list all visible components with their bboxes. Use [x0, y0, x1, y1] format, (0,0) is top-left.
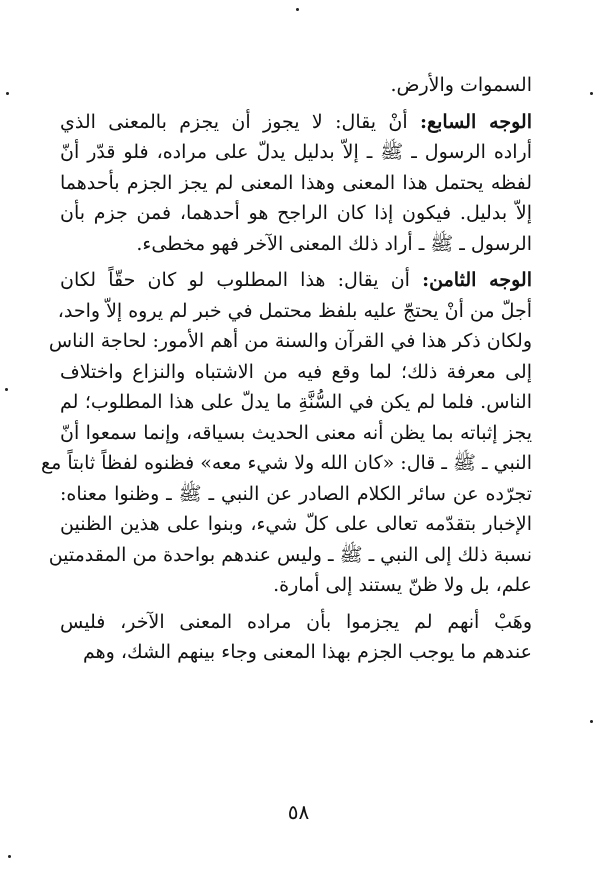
- text-line: [60, 607, 532, 638]
- line-text: علم، بل ولا ظنّ يستند إلى أمارة.: [273, 574, 532, 596]
- scan-speck: [6, 92, 9, 95]
- line-text: يجز إثباته بما يظن أنه معنى الحديث بسياقه، وإنما سمعوا أنّ: [60, 421, 532, 444]
- line-text: إلى معرفة ذلك؛ لما وقع فيه من الاشتباه والنزاع واختلاف: [60, 360, 532, 383]
- text-line: [48, 540, 532, 571]
- text-line: [60, 137, 532, 168]
- text-line: [60, 70, 532, 101]
- line-text: إلاّ بدليل. فيكون إذا كان الراجح هو أحدهما، فمن جزم بأن: [60, 202, 532, 224]
- scan-speck: [590, 92, 593, 95]
- text-line: [60, 479, 532, 510]
- line-text: الناس. فلما لم يكن في السُّنَّةِ ما يدلّ على هذا المطلوب؛ لم: [60, 391, 532, 413]
- paragraph: [60, 70, 532, 101]
- text-line: [60, 418, 532, 449]
- section-heading: الوجه السابع:: [420, 110, 532, 133]
- text-line: [60, 637, 532, 668]
- page-number: ٥٨: [287, 800, 310, 824]
- text-line: [60, 107, 532, 138]
- text-line: [60, 357, 532, 388]
- scan-speck: [590, 720, 593, 723]
- text-line: [41, 448, 532, 479]
- line-text: أنْ يقال: لا يجوز أن يجزم بالمعنى الذي: [60, 110, 421, 133]
- text-line: [57, 296, 532, 327]
- text-line: [60, 509, 532, 540]
- text-line: [60, 570, 532, 601]
- line-text: نسبة ذلك إلى النبي ـ ﷺ ـ وليس عندهم بواحدة من المقدمتين: [48, 543, 532, 566]
- scan-speck: [296, 8, 299, 11]
- paragraph: [60, 107, 532, 260]
- page-body: [41, 70, 532, 668]
- line-text: السموات والأرض.: [390, 74, 532, 96]
- text-line: [60, 198, 532, 229]
- text-line: [60, 168, 532, 199]
- line-text: الرسول ـ ﷺ ـ أراد ذلك المعنى الآخر فهو مخطىء.: [136, 232, 532, 255]
- scan-speck: [8, 855, 11, 858]
- text-line: [60, 265, 532, 296]
- line-text: أن يقال: هذا المطلوب لو كان حقّاً لكان: [60, 269, 423, 291]
- line-text: لفظه يحتمل هذا المعنى وهذا المعنى لم يجز الجزم بأحدهما: [60, 171, 532, 194]
- line-text: عندهم ما يوجب الجزم بهذا المعنى وجاء بينهم الشك، وهم: [82, 641, 532, 663]
- text-line: [48, 326, 532, 357]
- line-text: الإخبار بتقدّمه تعالى على كلّ شيء، وبنوا على هذين الظنين: [60, 513, 532, 535]
- text-line: [60, 387, 532, 418]
- paragraph: [41, 265, 532, 601]
- text-line: [60, 229, 532, 260]
- line-text: تجرّده عن سائر الكلام الصادر عن النبي ـ ﷺ ـ وظنوا معناه:: [60, 482, 532, 505]
- line-text: ولكان ذكر هذا في القرآن والسنة من أهم الأمور: لحاجة الناس: [48, 330, 532, 352]
- line-text: وهَبْ أنهم لم يجزموا بأن مراده المعنى الآخر، فليس: [60, 610, 532, 633]
- paragraph: [60, 607, 532, 668]
- line-text: أراده الرسول ـ ﷺ ـ إلاّ بدليل يدلّ على مراده، فلو قدّر أنّ: [60, 141, 532, 163]
- scan-speck: [5, 388, 8, 391]
- section-heading: الوجه الثامن:: [422, 269, 532, 291]
- line-text: النبي ـ ﷺ ـ قال: «كان الله ولا شيء معه» فظنوه لفظاً ثابتاً مع: [41, 452, 532, 474]
- line-text: أجلّ من أنْ يحتجّ عليه بلفظ محتمل في خبر لم يروه إلاّ واحد،: [57, 299, 532, 322]
